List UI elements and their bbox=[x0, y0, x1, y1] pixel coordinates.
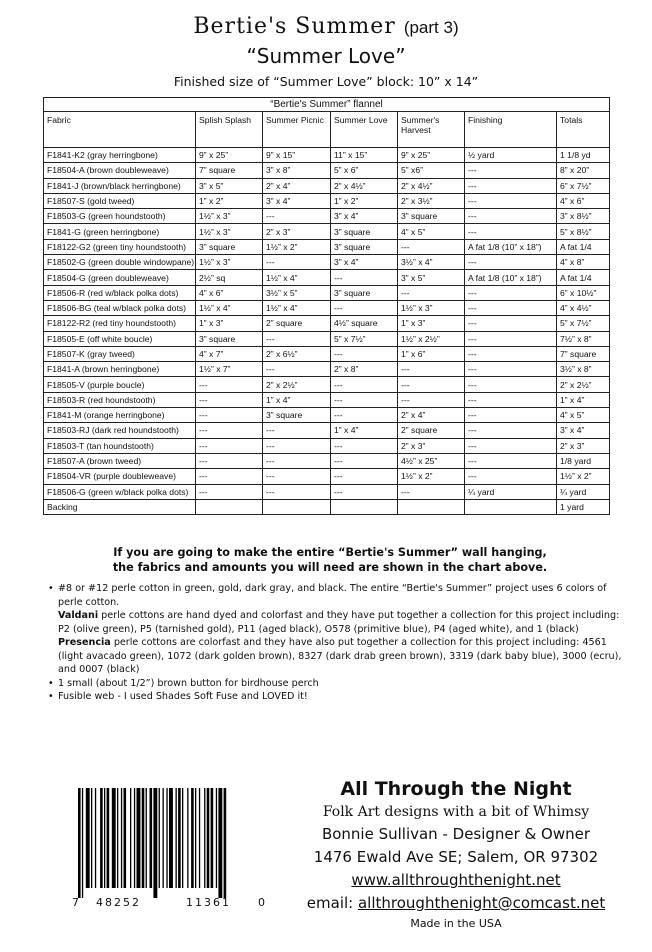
table-row bbox=[44, 285, 610, 300]
table-cell: 6” x 7½” bbox=[557, 178, 610, 193]
table-cell: --- bbox=[263, 255, 331, 270]
barcode-bar bbox=[191, 788, 194, 888]
table-cell: --- bbox=[465, 438, 557, 453]
table-cell: A fat 1/4 bbox=[557, 239, 610, 254]
table-cell: 1 yard bbox=[557, 499, 610, 514]
table-cell: 2” x 3” bbox=[263, 224, 331, 239]
column-header: Summer Picnic bbox=[263, 112, 331, 148]
table-cell: 5” x6” bbox=[398, 163, 465, 178]
table-cell: 5” x 6” bbox=[331, 163, 398, 178]
company-info bbox=[300, 778, 612, 930]
table-cell: 3” square bbox=[196, 239, 263, 254]
table-cell: 1½” x 2” bbox=[557, 469, 610, 484]
table-cell: 1” x 4” bbox=[557, 392, 610, 407]
table-row bbox=[44, 239, 610, 254]
table-cell: 3½” x 5” bbox=[263, 285, 331, 300]
table-cell: 2” x 3” bbox=[398, 438, 465, 453]
intro-line: the fabrics and amounts you will need are shown in the chart above. bbox=[112, 561, 548, 574]
table-cell: 2” x 2½” bbox=[263, 377, 331, 392]
table-cell: --- bbox=[465, 346, 557, 361]
table-cell: 1” x 3” bbox=[398, 316, 465, 331]
table-cell: 3” square bbox=[398, 209, 465, 224]
table-cell: --- bbox=[398, 362, 465, 377]
email-label: email: bbox=[306, 894, 358, 912]
fabric-chart-caption: “Bertie's Summer” flannel bbox=[43, 97, 610, 111]
barcode-bar bbox=[153, 788, 157, 898]
table-cell: F18504-G (green doubleweave) bbox=[44, 270, 196, 285]
table-cell: 1½” x 3” bbox=[196, 224, 263, 239]
barcode-bar bbox=[100, 788, 103, 888]
designer-line: Bonnie Sullivan - Designer & Owner bbox=[321, 825, 591, 843]
email-line bbox=[300, 894, 612, 912]
table-cell: 1 1/8 yd bbox=[557, 148, 610, 163]
table-cell: A fat 1/8 (10” x 18”) bbox=[465, 239, 557, 254]
table-cell: --- bbox=[465, 362, 557, 377]
table-cell: 4” x 6” bbox=[196, 285, 263, 300]
table-cell bbox=[263, 499, 331, 514]
table-row bbox=[44, 163, 610, 178]
pattern-title bbox=[0, 14, 652, 39]
barcode-bar bbox=[187, 788, 188, 888]
table-cell: --- bbox=[263, 484, 331, 499]
table-cell: 9” x 25” bbox=[196, 148, 263, 163]
valdani-brand: Valdani bbox=[58, 610, 99, 621]
barcode-bar bbox=[142, 788, 145, 888]
table-cell: 4½” square bbox=[331, 316, 398, 331]
barcode-bar bbox=[204, 788, 205, 888]
table-cell: 1” x 2” bbox=[331, 193, 398, 208]
table-cell: 3” x 5” bbox=[398, 270, 465, 285]
table-cell: 5” x 7½” bbox=[557, 316, 610, 331]
column-header: Summer Love bbox=[331, 112, 398, 148]
barcode-digit: 0 bbox=[258, 896, 265, 909]
table-cell: --- bbox=[398, 285, 465, 300]
valdani-paragraph bbox=[48, 609, 628, 636]
table-cell: 7” square bbox=[557, 346, 610, 361]
table-cell: --- bbox=[331, 270, 398, 285]
table-row bbox=[44, 408, 610, 423]
table-row bbox=[44, 346, 610, 361]
table-cell: F18504-VR (purple doubleweave) bbox=[44, 469, 196, 484]
table-cell: F18503-T (tan houndstooth) bbox=[44, 438, 196, 453]
table-cell: 3” x 4” bbox=[557, 423, 610, 438]
table-cell: --- bbox=[465, 377, 557, 392]
table-cell: F18505-V (purple boucle) bbox=[44, 377, 196, 392]
table-cell: 4½” x 25” bbox=[398, 453, 465, 468]
table-row bbox=[44, 209, 610, 224]
table-row bbox=[44, 300, 610, 315]
table-cell: 4” x 5” bbox=[398, 224, 465, 239]
table-cell: 2½” sq bbox=[196, 270, 263, 285]
table-cell: 4” x 8” bbox=[557, 255, 610, 270]
table-cell: F18502-G (green double windowpane) bbox=[44, 255, 196, 270]
table-cell: --- bbox=[465, 193, 557, 208]
part-label: (part 3) bbox=[403, 18, 459, 37]
table-cell: --- bbox=[465, 316, 557, 331]
table-cell: --- bbox=[465, 392, 557, 407]
table-cell: 1” x 4” bbox=[331, 423, 398, 438]
table-cell: 3” x 8½” bbox=[557, 209, 610, 224]
table-cell: --- bbox=[196, 392, 263, 407]
barcode-bar bbox=[134, 788, 135, 888]
table-cell: 2” x 3½” bbox=[398, 193, 465, 208]
table-cell: 7½” x 8” bbox=[557, 331, 610, 346]
table-cell: --- bbox=[263, 453, 331, 468]
table-cell bbox=[196, 499, 263, 514]
table-cell: 1½” x 4” bbox=[263, 300, 331, 315]
table-row bbox=[44, 469, 610, 484]
table-cell: F18503-RJ (dark red houndstooth) bbox=[44, 423, 196, 438]
table-cell: --- bbox=[465, 255, 557, 270]
table-cell: F18507-S (gold tweed) bbox=[44, 193, 196, 208]
table-cell: 2” x 4½” bbox=[398, 178, 465, 193]
table-cell bbox=[331, 499, 398, 514]
table-cell: 2” x 4” bbox=[263, 178, 331, 193]
table-cell: 4” x 4½” bbox=[557, 300, 610, 315]
company-tagline: Folk Art designs with a bit of Whimsy bbox=[322, 804, 590, 820]
table-cell: ½ yard bbox=[465, 148, 557, 163]
barcode-bar bbox=[216, 788, 217, 888]
barcode-bar bbox=[211, 788, 214, 888]
table-cell: 1½” x 2½” bbox=[398, 331, 465, 346]
table-row bbox=[44, 178, 610, 193]
barcode-bar bbox=[224, 788, 227, 898]
table-cell: --- bbox=[196, 469, 263, 484]
table-header-row bbox=[44, 112, 610, 148]
finished-size: Finished size of “Summer Love” block: 10” x 14” bbox=[173, 74, 479, 89]
table-cell: 2” x 4½” bbox=[331, 178, 398, 193]
table-cell: --- bbox=[263, 438, 331, 453]
table-row bbox=[44, 331, 610, 346]
table-cell: 1½” x 4” bbox=[196, 300, 263, 315]
table-cell: 3” square bbox=[331, 285, 398, 300]
barcode-bar bbox=[82, 788, 83, 898]
table-cell: --- bbox=[196, 423, 263, 438]
table-cell: --- bbox=[465, 285, 557, 300]
table-cell: F18506-G (green w/black polka dots) bbox=[44, 484, 196, 499]
barcode-bar bbox=[218, 788, 222, 898]
table-cell: --- bbox=[263, 469, 331, 484]
intro-text bbox=[40, 545, 620, 575]
website-link[interactable]: www.allthroughthenight.net bbox=[351, 871, 561, 889]
table-cell: --- bbox=[331, 346, 398, 361]
table-row bbox=[44, 423, 610, 438]
table-cell: 1½” x 4” bbox=[263, 270, 331, 285]
table-cell: 1½” x 3” bbox=[196, 209, 263, 224]
table-cell: ¼ yard bbox=[557, 484, 610, 499]
barcode-bar bbox=[150, 788, 153, 888]
table-cell: 2” x 4” bbox=[398, 408, 465, 423]
address-line: 1476 Ewald Ave SE; Salem, OR 97302 bbox=[313, 848, 599, 866]
fabric-chart bbox=[43, 97, 610, 515]
table-cell: 1” x 6” bbox=[398, 346, 465, 361]
barcode-bar bbox=[207, 788, 210, 888]
barcode-bar bbox=[166, 788, 167, 888]
table-cell: F18122-G2 (green tiny houndstooth) bbox=[44, 239, 196, 254]
barcode-bar bbox=[121, 788, 122, 888]
table-cell: --- bbox=[465, 469, 557, 484]
table-cell: 1½” x 2” bbox=[263, 239, 331, 254]
table-cell: 6” x 10½” bbox=[557, 285, 610, 300]
table-cell: --- bbox=[465, 408, 557, 423]
table-cell: A fat 1/8 (10” x 18”) bbox=[465, 270, 557, 285]
table-cell: 1½” x 7” bbox=[196, 362, 263, 377]
table-row bbox=[44, 377, 610, 392]
barcode-bar bbox=[182, 788, 183, 888]
table-cell: --- bbox=[196, 453, 263, 468]
table-row bbox=[44, 148, 610, 163]
barcode-bar bbox=[107, 788, 110, 888]
table-cell: --- bbox=[465, 423, 557, 438]
barcode-bar bbox=[195, 788, 196, 888]
table-cell: 2” x 8” bbox=[331, 362, 398, 377]
table-cell: --- bbox=[331, 408, 398, 423]
table-cell: --- bbox=[465, 178, 557, 193]
barcode-bar bbox=[124, 788, 127, 888]
table-cell: --- bbox=[263, 331, 331, 346]
supply-item: • 1 small (about 1/2”) brown button for birdhouse perch bbox=[48, 677, 628, 691]
table-cell: 9” x 25” bbox=[398, 148, 465, 163]
block-name: “Summer Love” bbox=[246, 44, 406, 68]
table-cell: --- bbox=[196, 484, 263, 499]
table-cell: 2” x 2½” bbox=[557, 377, 610, 392]
table-cell: F18505-E (off white boucle) bbox=[44, 331, 196, 346]
table-cell: 3½” x 4” bbox=[398, 255, 465, 270]
column-header: Finishing bbox=[465, 112, 557, 148]
table-cell: 1” x 4” bbox=[263, 392, 331, 407]
table-cell: F18504-A (brown doubleweave) bbox=[44, 163, 196, 178]
table-cell: F18503-R (red houndstooth) bbox=[44, 392, 196, 407]
table-cell: 3” x 4” bbox=[331, 255, 398, 270]
table-cell: --- bbox=[331, 377, 398, 392]
table-cell: F18506-BG (teal w/black polka dots) bbox=[44, 300, 196, 315]
table-cell: 4” x 7” bbox=[196, 346, 263, 361]
table-cell: 11” x 15” bbox=[331, 148, 398, 163]
table-cell: --- bbox=[331, 438, 398, 453]
table-cell: 5” x 7½” bbox=[331, 331, 398, 346]
table-cell: --- bbox=[465, 300, 557, 315]
barcode-bar bbox=[130, 788, 131, 888]
table-cell: 3” x 4” bbox=[263, 193, 331, 208]
title-text: Bertie's Summer bbox=[193, 14, 396, 39]
barcode-digit: 7 bbox=[72, 896, 79, 909]
table-cell: 5” x 8½” bbox=[557, 224, 610, 239]
table-cell: Backing bbox=[44, 499, 196, 514]
table-cell: 2” x 6½” bbox=[263, 346, 331, 361]
barcode-bar bbox=[112, 788, 116, 888]
table-cell: --- bbox=[331, 392, 398, 407]
column-header: Summer's Harvest bbox=[398, 112, 465, 148]
table-cell: 4” x 6” bbox=[557, 193, 610, 208]
intro-line: If you are going to make the entire “Bertie's Summer” wall hanging, bbox=[113, 546, 547, 559]
table-cell: 1” x 3” bbox=[196, 316, 263, 331]
table-cell: 1” x 2” bbox=[196, 193, 263, 208]
table-row bbox=[44, 453, 610, 468]
supply-item: • #8 or #12 perle cotton in green, gold, dark gray, and black. The entire “Bertie's Summer” project uses 6 colors of perle cotton. bbox=[48, 582, 628, 609]
barcode-bar bbox=[86, 788, 90, 888]
table-cell: --- bbox=[465, 209, 557, 224]
table-cell: --- bbox=[465, 331, 557, 346]
presencia-text: perle cottons are colorfast and they have also put together a collection for this project including: 4561 (light avacado green), 1072 (dark golden brown), 8327 (dark drab green brown), 3319 (dark baby blue), 3000 (ecru), and 0007 (black) bbox=[58, 637, 622, 675]
barcode-bar bbox=[146, 788, 147, 888]
column-header: Totals bbox=[557, 112, 610, 148]
table-cell: --- bbox=[263, 423, 331, 438]
table-cell: 3” square bbox=[331, 239, 398, 254]
barcode-bar bbox=[169, 788, 173, 888]
table-cell: --- bbox=[331, 300, 398, 315]
presencia-brand: Presencia bbox=[58, 637, 111, 648]
table-cell: --- bbox=[465, 224, 557, 239]
table-cell: --- bbox=[331, 469, 398, 484]
table-cell: 3” square bbox=[196, 331, 263, 346]
table-row bbox=[44, 438, 610, 453]
table-cell: 1½” x 3” bbox=[398, 300, 465, 315]
supply-list bbox=[48, 582, 628, 704]
column-header: Splish Splash bbox=[196, 112, 263, 148]
table-row bbox=[44, 255, 610, 270]
table-cell: 3½” x 8” bbox=[557, 362, 610, 377]
table-cell: 4” x 5” bbox=[557, 408, 610, 423]
table-cell: A fat 1/4 bbox=[557, 270, 610, 285]
barcode-bar bbox=[95, 788, 96, 888]
table-cell: --- bbox=[196, 377, 263, 392]
table-cell bbox=[398, 499, 465, 514]
table-cell: --- bbox=[263, 209, 331, 224]
table-cell: --- bbox=[331, 453, 398, 468]
table-cell: 1½” x 2” bbox=[398, 469, 465, 484]
table-cell: F18506-R (red w/black polka dots) bbox=[44, 285, 196, 300]
table-cell: F1841-K2 (gray herringbone) bbox=[44, 148, 196, 163]
table-row bbox=[44, 392, 610, 407]
barcode-bar bbox=[117, 788, 118, 888]
table-cell: 3” square bbox=[331, 224, 398, 239]
table-cell: 8” x 20” bbox=[557, 163, 610, 178]
table-row bbox=[44, 224, 610, 239]
table-cell: --- bbox=[331, 484, 398, 499]
table-cell: --- bbox=[196, 438, 263, 453]
barcode-bar bbox=[104, 788, 105, 888]
table-cell: 1½” x 3” bbox=[196, 255, 263, 270]
table-cell: F18507-K (gray tweed) bbox=[44, 346, 196, 361]
barcode-bar bbox=[137, 788, 141, 888]
table-cell: F18507-A (brown tweed) bbox=[44, 453, 196, 468]
table-cell: --- bbox=[398, 392, 465, 407]
table-cell: 3” x 8” bbox=[263, 163, 331, 178]
table-cell: --- bbox=[465, 453, 557, 468]
table-row bbox=[44, 270, 610, 285]
barcode-digit: 48252 bbox=[96, 896, 141, 909]
table-cell: --- bbox=[263, 362, 331, 377]
barcode-bar bbox=[163, 788, 164, 888]
table-cell: 3” x 5” bbox=[196, 178, 263, 193]
barcode-bar bbox=[176, 788, 177, 888]
table-cell: --- bbox=[196, 408, 263, 423]
table-cell: F1841-A (brown herringbone) bbox=[44, 362, 196, 377]
barcode bbox=[72, 788, 268, 898]
table-cell: F18503-G (green houndstooth) bbox=[44, 209, 196, 224]
table-cell: --- bbox=[398, 239, 465, 254]
column-header: Fabric bbox=[44, 112, 196, 148]
table-cell: 2” square bbox=[263, 316, 331, 331]
table-cell: 7” square bbox=[196, 163, 263, 178]
table-cell: F1841-J (brown/black herringbone) bbox=[44, 178, 196, 193]
table-row bbox=[44, 499, 610, 514]
barcode-bar bbox=[78, 788, 81, 898]
email-link[interactable]: allthroughthenight@comcast.net bbox=[357, 894, 606, 912]
table-row bbox=[44, 316, 610, 331]
barcode-bar bbox=[91, 788, 92, 888]
company-name: All Through the Night bbox=[340, 778, 572, 800]
table-cell: F1841-M (orange herringbone) bbox=[44, 408, 196, 423]
table-cell: 2” square bbox=[398, 423, 465, 438]
table-cell: F1841-G (green herringbone) bbox=[44, 224, 196, 239]
barcode-digit: 11361 bbox=[186, 896, 231, 909]
table-cell: 3” square bbox=[263, 408, 331, 423]
table-row bbox=[44, 484, 610, 499]
barcode-bar bbox=[178, 788, 181, 888]
table-cell: F18122-R2 (red tiny houndstooth) bbox=[44, 316, 196, 331]
table-cell: 2” x 3” bbox=[557, 438, 610, 453]
valdani-text: perle cottons are hand dyed and colorfast and they have put together a collection for this project including: P2 (olive green), P5 (tarnished gold), P11 (aged black), O578 (primitive blue), P4 (aged white), and 1 (black) bbox=[58, 610, 620, 635]
table-cell: --- bbox=[398, 377, 465, 392]
barcode-bar bbox=[159, 788, 160, 888]
table-row bbox=[44, 193, 610, 208]
presencia-paragraph bbox=[48, 636, 628, 677]
table-cell: --- bbox=[398, 484, 465, 499]
table-cell: --- bbox=[465, 163, 557, 178]
table-cell: 1/8 yard bbox=[557, 453, 610, 468]
table-cell: ¼ yard bbox=[465, 484, 557, 499]
supply-item: • Fusible web - I used Shades Soft Fuse and LOVED it! bbox=[48, 690, 628, 704]
table-cell: 9” x 15” bbox=[263, 148, 331, 163]
barcode-bar bbox=[199, 788, 200, 888]
table-cell: 3” x 4” bbox=[331, 209, 398, 224]
table-cell bbox=[465, 499, 557, 514]
table-row bbox=[44, 362, 610, 377]
made-in: Made in the USA bbox=[410, 917, 502, 930]
